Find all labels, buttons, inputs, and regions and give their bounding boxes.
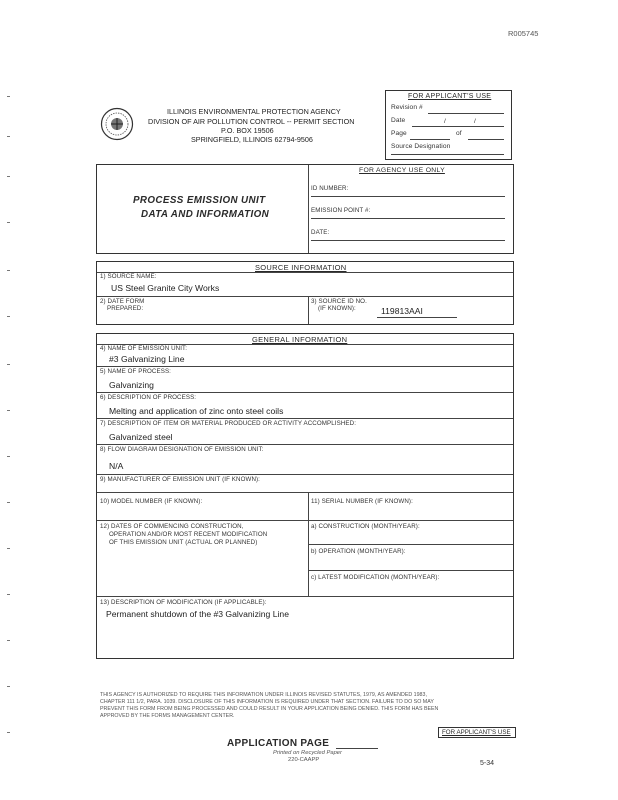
page-code: 5-34 [480,760,495,767]
agency-seal-icon [100,107,134,141]
source-name-label: 1) SOURCE NAME: [100,273,157,280]
margin-mark [7,270,10,272]
process-description-value: Melting and application of zinc onto steel coils [109,406,284,416]
date-form-label: 2) DATE FORM [100,298,145,305]
dates-label-3: OF THIS EMISSION UNIT (ACTUAL OR PLANNED) [109,539,258,546]
date-slash-2: / [474,118,476,125]
emission-point-label: EMISSION POINT #: [311,207,371,214]
margin-mark [7,176,10,178]
margin-mark [7,316,10,318]
form-number: 220-CAAPP [288,757,320,763]
modification-description-value: Permanent shutdown of the #3 Galvanizing Line [106,609,289,619]
general-information-title: GENERAL INFORMATION [252,335,348,344]
dates-label-1: 12) DATES OF COMMENCING CONSTRUCTION, [100,523,244,530]
margin-mark [7,96,10,98]
source-information-box [96,261,514,325]
application-page-label: APPLICATION PAGE [227,738,330,749]
notice-line-3: PREVENT THIS FORM FROM BEING PROCESSED AND COULD RESULT IN YOUR APPLICATION BEING DENIED. THIS FORM HAS BEEN [100,706,439,712]
margin-mark [7,136,10,138]
serial-number-label: 11) SERIAL NUMBER (IF KNOWN): [311,498,413,505]
revision-label: Revision # [391,104,423,111]
emission-unit-name-label: 4) NAME OF EMISSION UNIT: [100,345,188,352]
page-of-label: of [456,130,462,137]
source-id-value: 119813AAI [381,306,423,316]
source-id-label-2: (IF KNOWN): [318,305,356,312]
source-information-title: SOURCE INFORMATION [255,263,347,272]
margin-mark [7,364,10,366]
emission-unit-name-value: #3 Galvanizing Line [109,354,185,364]
margin-mark [7,410,10,412]
notice-line-2: CHAPTER 111 1/2, PARA. 1039. DISCLOSURE OF THIS INFORMATION IS REQUIRED UNDER THAT SECTION. FAILURE TO DO SO MAY [100,699,434,705]
margin-mark [7,594,10,596]
form-title-line2: DATA AND INFORMATION [141,209,270,220]
modification-description-label: 13) DESCRIPTION OF MODIFICATION (IF APPLICABLE): [100,599,267,606]
applicant-use-footer-box [438,727,516,738]
source-designation-label: Source Designation [391,143,451,150]
margin-mark [7,640,10,642]
general-information-box [96,333,514,659]
manufacturer-label: 9) MANUFACTURER OF EMISSION UNIT (IF KNOWN): [100,476,261,483]
agency-city: SPRINGFIELD, ILLINOIS 62794-9506 [191,135,313,144]
printed-recycled-paper: Printed on Recycled Paper [273,750,342,756]
document-id: R005745 [508,29,539,38]
margin-mark [7,686,10,688]
construction-date-label: a) CONSTRUCTION (MONTH/YEAR): [311,523,420,530]
process-description-label: 6) DESCRIPTION OF PROCESS: [100,394,197,401]
date-label: Date [391,117,406,124]
margin-mark [7,502,10,504]
model-number-label: 10) MODEL NUMBER (IF KNOWN): [100,498,203,505]
date-form-label-2: PREPARED: [107,305,144,312]
applicant-use-footer-label: FOR APPLICANT'S USE [442,729,511,736]
process-name-label: 5) NAME OF PROCESS: [100,368,172,375]
agency-po-box: P.O. BOX 19506 [221,126,274,135]
margin-mark [7,222,10,224]
material-produced-value: Galvanized steel [109,432,173,442]
flow-diagram-value: N/A [109,461,124,471]
title-box [96,164,514,254]
applicant-use-title: FOR APPLICANT'S USE [408,93,492,100]
applicant-use-box [385,90,512,160]
form-title-line1: PROCESS EMISSION UNIT [133,195,266,206]
process-name-value: Galvanizing [109,380,154,390]
agency-division: DIVISION OF AIR POLLUTION CONTROL -- PERMIT SECTION [148,117,355,126]
agency-id-label: ID NUMBER: [311,185,349,192]
dates-label-2: OPERATION AND/OR MOST RECENT MODIFICATION [109,531,268,538]
notice-line-4: APPROVED BY THE FORMS MANAGEMENT CENTER. [100,713,235,719]
margin-mark [7,456,10,458]
notice-line-1: THIS AGENCY IS AUTHORIZED TO REQUIRE THIS INFORMATION UNDER ILLINOIS REVISED STATUTES, 1979, AS AMENDED 1983, [100,692,427,698]
agency-date-label: DATE: [311,229,330,236]
flow-diagram-label: 8) FLOW DIAGRAM DESIGNATION OF EMISSION UNIT: [100,446,264,453]
margin-mark [7,548,10,550]
date-slash-1: / [444,118,446,125]
source-name-value: US Steel Granite City Works [111,283,220,293]
latest-modification-label: c) LATEST MODIFICATION (MONTH/YEAR): [311,574,440,581]
material-produced-label: 7) DESCRIPTION OF ITEM OR MATERIAL PRODUCED OR ACTIVITY ACCOMPLISHED: [100,420,357,427]
agency-name: ILLINOIS ENVIRONMENTAL PROTECTION AGENCY [167,107,341,116]
agency-use-title: FOR AGENCY USE ONLY [359,167,445,174]
operation-date-label: b) OPERATION (MONTH/YEAR): [311,548,406,555]
margin-mark [7,732,10,734]
page-label: Page [391,130,407,137]
source-id-label: 3) SOURCE ID NO. [311,298,367,305]
